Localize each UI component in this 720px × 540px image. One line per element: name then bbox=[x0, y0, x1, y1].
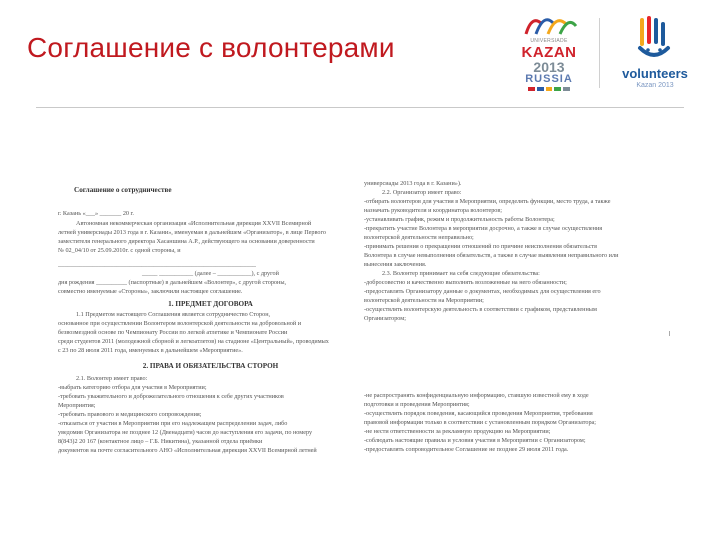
doc-line: дня рождения __________ (паспортные) в дальнейшем «Волонтер», с другой стороны, bbox=[58, 279, 287, 286]
doc-line: -прекратить участие Волонтера в мероприятии досрочно, а также в случае осуществления bbox=[364, 225, 603, 232]
volunteers-subtitle: Kazan 2013 bbox=[636, 82, 674, 89]
doc-line: -соблюдать настоящие правила и условия участия в Мероприятии с Организатором; bbox=[364, 437, 586, 444]
doc-line: Волонтера в случае невыполнения обязательств, а также в случае выявления неправильного или bbox=[364, 252, 619, 259]
page-title: Соглашение с волонтерами bbox=[27, 32, 395, 63]
doc-line: универсиады 2013 года в г. Казани»). bbox=[364, 180, 462, 187]
volunteers-wordmark: volunteers bbox=[622, 66, 688, 81]
doc-line: г. Казань «___» _______ 20 г. bbox=[58, 210, 134, 217]
document-heading: Соглашение о сотрудничестве bbox=[74, 186, 172, 194]
doc-line: -отказаться от участия в Мероприятии при его надлежащем распределении задач, либо bbox=[58, 420, 288, 427]
doc-line: 2.3. Волонтер принимает на себя следующие обязательства: bbox=[382, 270, 540, 277]
doc-line: -отбирать волонтеров для участия в Мероприятии, определять функции, место труда, а также bbox=[364, 198, 611, 205]
doc-line: -принимать решения о прекращении отношений по причине неисполнения обязательств bbox=[364, 243, 598, 250]
doc-line: назначать руководителя и координатора волонтеров; bbox=[364, 207, 503, 214]
doc-line: -предоставлять сопроводительное Соглашение не позднее 29 июля 2011 года. bbox=[364, 446, 569, 453]
doc-line: подготовки и проведения Мероприятия; bbox=[364, 401, 470, 408]
section-heading: 2. ПРАВА И ОБЯЗАТЕЛЬСТВА СТОРОН bbox=[142, 362, 279, 370]
doc-line: Организатором; bbox=[364, 315, 406, 322]
doc-line: -выбрать категорию отбора для участия в Мероприятии; bbox=[58, 384, 207, 391]
doc-line: № 02_04/10 от 25.09.2010г. с одной стороны, и bbox=[58, 247, 181, 254]
doc-line: 2.1. Волонтер имеет право: bbox=[76, 375, 148, 382]
doc-line: с 23 по 28 июля 2011 года, именуемых в дальнейшем «Мероприятие». bbox=[58, 347, 243, 354]
doc-line: документов на почте согласительного АНО «Исполнительная дирекция XXVII Всемирной летней bbox=[58, 447, 317, 454]
russia-label: RUSSIA bbox=[525, 73, 573, 85]
doc-line: ________________________________________________________________ bbox=[58, 261, 256, 268]
doc-line: -осуществлять порядок поведения, касающийся проведения Мероприятия, требования bbox=[364, 410, 593, 417]
doc-line: среди студентов 2011 (молодежной сборной и легкоатлетов) на стадионе «Центральный», проводимых bbox=[58, 338, 329, 345]
doc-line: 8(843)2 20 167 (контактное лицо – Г.Б. Никитина), указанной отдела приёмки bbox=[58, 438, 263, 445]
doc-line: заместителя генерального директора Хасаншина А.Р., действующего на основании доверенности bbox=[58, 238, 315, 245]
document-page-right bbox=[364, 176, 669, 528]
kazan-label: KAZAN bbox=[521, 44, 577, 61]
smiling-hand-icon bbox=[634, 14, 674, 62]
doc-line: вынесения заключения. bbox=[364, 261, 427, 268]
year-label: 2013 bbox=[533, 59, 565, 75]
doc-line: безвозмездной основе по Чемпионату России по легкой атлетике и Чемпионате России bbox=[58, 329, 288, 336]
color-stripes-icon bbox=[528, 86, 570, 92]
doc-line: -не нести ответственности за рекламную продукцию на Мероприятии; bbox=[364, 428, 551, 435]
universiade-emblem-icon bbox=[522, 10, 580, 36]
title-divider bbox=[36, 107, 684, 108]
doc-line: -предоставлять Организатору данные о документах, необходимых для осуществления его bbox=[364, 288, 601, 295]
doc-line: -не распространять конфиденциальную информацию, ставшую известной ему в ходе bbox=[364, 392, 589, 399]
doc-line: уведомив Организатора не позднее 12 (Двенадцати) часов до наступления его задачи, по номеру bbox=[58, 429, 313, 436]
universiade-label: UNIVERSIADE bbox=[530, 38, 568, 44]
universiade-logo bbox=[508, 10, 590, 94]
volunteers-logo bbox=[610, 14, 700, 94]
doc-line: 2.2. Организатор имеет право: bbox=[382, 189, 462, 196]
doc-line: Автономная некоммерческая организация «Исполнительная дирекция XXVII Всемирной bbox=[76, 220, 312, 227]
doc-line: -требовать правового и медицинского сопровождения; bbox=[58, 411, 202, 418]
doc-line: волонтерской деятельности неправильно; bbox=[364, 234, 474, 241]
doc-line: _____ ___________ (далее – ___________), с другой bbox=[142, 270, 279, 277]
doc-line: -добросовестно и качественно выполнять возложенные на него обязанности; bbox=[364, 279, 567, 286]
doc-line: совместно именуемые «Стороны», заключили настоящее соглашение. bbox=[58, 288, 243, 295]
doc-line: Мероприятия; bbox=[58, 402, 96, 409]
doc-line: летней универсиады 2013 года в г. Казани», именуемая в дальнейшем «Организатор», в лице Первого bbox=[58, 229, 326, 236]
doc-line: волонтерской деятельности на Мероприятии; bbox=[364, 297, 484, 304]
doc-line: -требовать уважительного и доброжелательного отношения к себе других участников bbox=[58, 393, 284, 400]
doc-line: правовой информации только в соответствии с установленным порядком Организатора; bbox=[364, 419, 597, 426]
doc-line: 1.1 Предметом настоящего Соглашения является сотрудничество Сторон, bbox=[76, 311, 271, 318]
page-mark bbox=[669, 331, 670, 336]
doc-line: -устанавливать график, режим и продолжительность работы Волонтера; bbox=[364, 216, 555, 223]
document-page-left bbox=[58, 178, 363, 528]
doc-line: -осуществлять волонтерскую деятельность в соответствии с графиком, представленным bbox=[364, 306, 597, 313]
section-heading: 1. ПРЕДМЕТ ДОГОВОРА bbox=[168, 300, 253, 308]
logo-divider bbox=[599, 18, 600, 88]
doc-line: основанное при осуществлении Волонтером волонтерской деятельности на добровольной и bbox=[58, 320, 302, 327]
